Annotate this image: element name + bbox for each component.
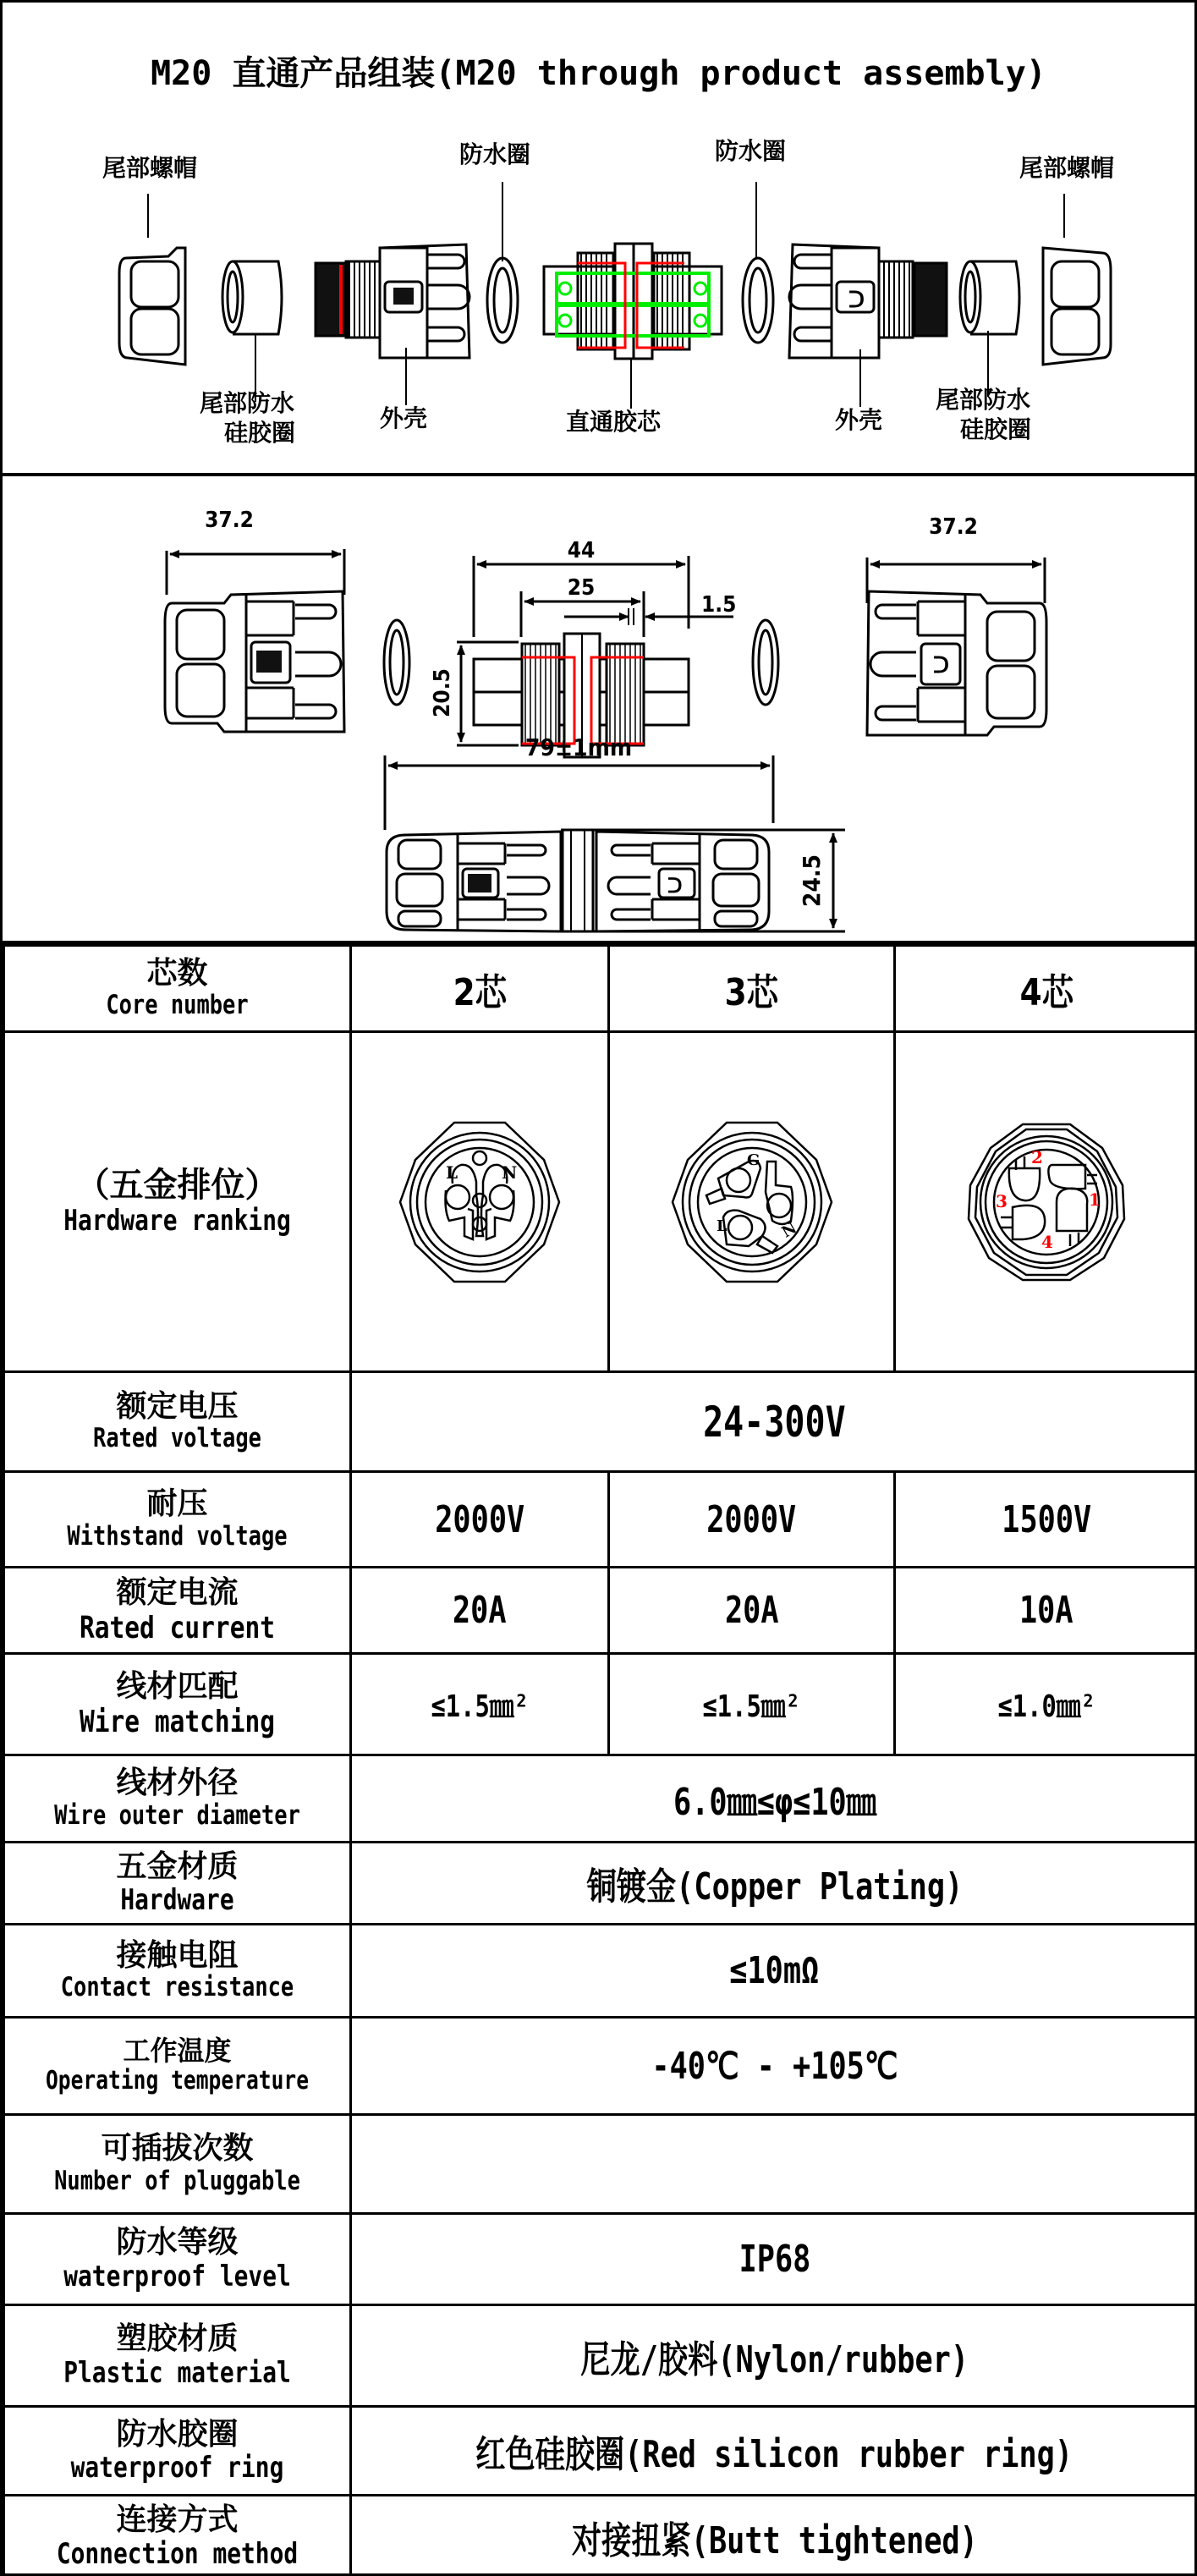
table-row-hardware-ranking xyxy=(4,1032,1197,1372)
row-label: 可插拔次数 Number of pluggable xyxy=(4,2115,351,2214)
row-label: 五金材质 Hardware xyxy=(4,1843,351,1925)
dim-core-length: 44 xyxy=(567,538,596,563)
dim-left-length: 37.2 xyxy=(205,508,254,533)
three-pin-face-icon xyxy=(667,1118,837,1287)
table-row-plastic-material: 塑胶材质 Plastic material 尼龙/胶料(Nylon/rubber) xyxy=(4,2305,1197,2407)
table-row-rated-current: 额定电流 Rated current 20A 20A 10A xyxy=(4,1568,1197,1654)
svg-text:ᑐ: ᑐ xyxy=(933,653,949,678)
four-pin-face-icon xyxy=(962,1118,1131,1287)
row-label: 线材外径 Wire outer diameter xyxy=(4,1755,351,1843)
table-row-wire-matching: 线材匹配 Wire matching ≤1.5㎜² ≤1.5㎜² ≤1.0㎜² xyxy=(4,1654,1197,1755)
cell-2-core-face xyxy=(351,1032,609,1372)
row-label: 工作温度 Operating temperature xyxy=(4,2018,351,2115)
tail-nut-left-icon xyxy=(119,248,185,365)
svg-text:2: 2 xyxy=(1031,1146,1043,1167)
table-row-operating-temperature: 工作温度 Operating temperature -40℃ - +105℃ xyxy=(4,2018,1197,2115)
svg-text:1: 1 xyxy=(1089,1189,1101,1210)
label-seal-ring-right: 防水圈 xyxy=(715,137,787,165)
svg-text:L: L xyxy=(446,1162,458,1183)
row-label: 额定电流 Rated current xyxy=(4,1568,351,1654)
dimensions-section xyxy=(3,476,1194,944)
right-part-dimension xyxy=(867,557,1046,735)
row-label: 耐压 Withstand voltage xyxy=(4,1472,351,1568)
table-row-withstand-voltage: 耐压 Withstand voltage 2000V 2000V 1500V xyxy=(4,1472,1197,1568)
table-row-contact-resistance: 接触电阻 Contact resistance ≤10mΩ xyxy=(4,1925,1197,2018)
row-label: （五金排位） Hardware ranking xyxy=(4,1032,351,1372)
label-housing-left: 外壳 xyxy=(380,404,428,432)
cell-2-core: 2芯 xyxy=(351,946,609,1032)
dim-core-diameter: 20.5 xyxy=(430,668,455,717)
dim-right-length: 37.2 xyxy=(929,514,978,540)
through-core-icon xyxy=(544,244,722,359)
label-seal-ring-left: 防水圈 xyxy=(459,140,531,168)
table-row-core-number xyxy=(4,946,1197,1032)
housing-right-icon xyxy=(789,244,947,358)
label-housing-right: 外壳 xyxy=(835,406,883,434)
svg-text:3: 3 xyxy=(996,1190,1008,1211)
table-row-rated-voltage xyxy=(4,1372,1197,1472)
row-label: 芯数 Core number xyxy=(4,946,351,1032)
left-part-dimension xyxy=(165,549,344,732)
exploded-assembly-drawing xyxy=(3,3,1197,476)
table-row-wire-outer-diameter: 线材外径 Wire outer diameter 6.0㎜≤φ≤10㎜ xyxy=(4,1755,1197,1843)
svg-text:ᑐ: ᑐ xyxy=(667,873,683,898)
table-row-hardware-material: 五金材质 Hardware 铜镀金(Copper Plating) xyxy=(4,1843,1197,1925)
page-title: M20 直通产品组装(M20 through product assembly) xyxy=(151,54,1046,93)
dim-thread-length: 25 xyxy=(567,575,596,601)
svg-text:N: N xyxy=(502,1162,518,1183)
row-label: 塑胶材质 Plastic material xyxy=(4,2305,351,2407)
dim-total-height: 24.5 xyxy=(798,854,826,908)
tail-silicone-left-icon xyxy=(222,261,282,334)
label-tail-silicone-left: 尾部防水 硅胶圈 xyxy=(200,389,296,447)
cell-3-core-face xyxy=(609,1032,895,1372)
row-label: 防水胶圈 waterproof ring xyxy=(4,2407,351,2496)
dim-flange-gap: 1.5 xyxy=(701,592,737,618)
seal-ring-left-icon xyxy=(487,258,518,343)
tail-silicone-right-icon xyxy=(960,261,1019,334)
svg-text:G: G xyxy=(746,1151,760,1169)
assembly-section xyxy=(3,3,1194,476)
table-row-waterproof-level: 防水等级 waterproof level IP68 xyxy=(4,2214,1197,2305)
cell-4-core-face xyxy=(895,1032,1197,1372)
table-row-waterproof-ring: 防水胶圈 waterproof ring 红色硅胶圈(Red silicon rubber ring) xyxy=(4,2407,1197,2496)
dimension-drawing xyxy=(3,476,1197,944)
table-row-connection-method: 连接方式 Connection method 对接扭紧(Butt tightened) xyxy=(4,2496,1197,2576)
table-row-pluggable-times xyxy=(4,2115,1197,2214)
label-tail-nut-left: 尾部螺帽 xyxy=(102,154,198,182)
row-label: 接触电阻 Contact resistance xyxy=(4,1925,351,2018)
row-label: 额定电压 Rated voltage xyxy=(4,1372,351,1472)
seal-ring-right-icon xyxy=(743,258,773,343)
cell-3-core: 3芯 xyxy=(609,946,895,1032)
dim-total-length: 79±1mm xyxy=(524,733,633,761)
row-label: 防水等级 waterproof level xyxy=(4,2214,351,2305)
spec-table xyxy=(3,944,1197,2576)
label-tail-silicone-right: 尾部防水 硅胶圈 xyxy=(936,386,1032,443)
housing-left-icon xyxy=(316,244,469,358)
row-label: 线材匹配 Wire matching xyxy=(4,1654,351,1755)
two-pin-face-icon xyxy=(395,1118,564,1287)
svg-text:N: N xyxy=(778,1218,800,1242)
row-label: 连接方式 Connection method xyxy=(4,2496,351,2576)
svg-text:L: L xyxy=(716,1217,728,1235)
label-tail-nut-right: 尾部螺帽 xyxy=(1019,154,1115,182)
core-dimension xyxy=(457,556,733,757)
tail-nut-right-icon xyxy=(1043,248,1111,365)
cell-4-core: 4芯 xyxy=(895,946,1197,1032)
cell-rated-voltage: 24-300V xyxy=(351,1372,1197,1472)
assembled-dimension xyxy=(385,755,845,931)
label-through-core: 直通胶芯 xyxy=(566,408,662,436)
svg-text:ᑐ: ᑐ xyxy=(848,288,865,313)
svg-text:4: 4 xyxy=(1041,1231,1053,1252)
